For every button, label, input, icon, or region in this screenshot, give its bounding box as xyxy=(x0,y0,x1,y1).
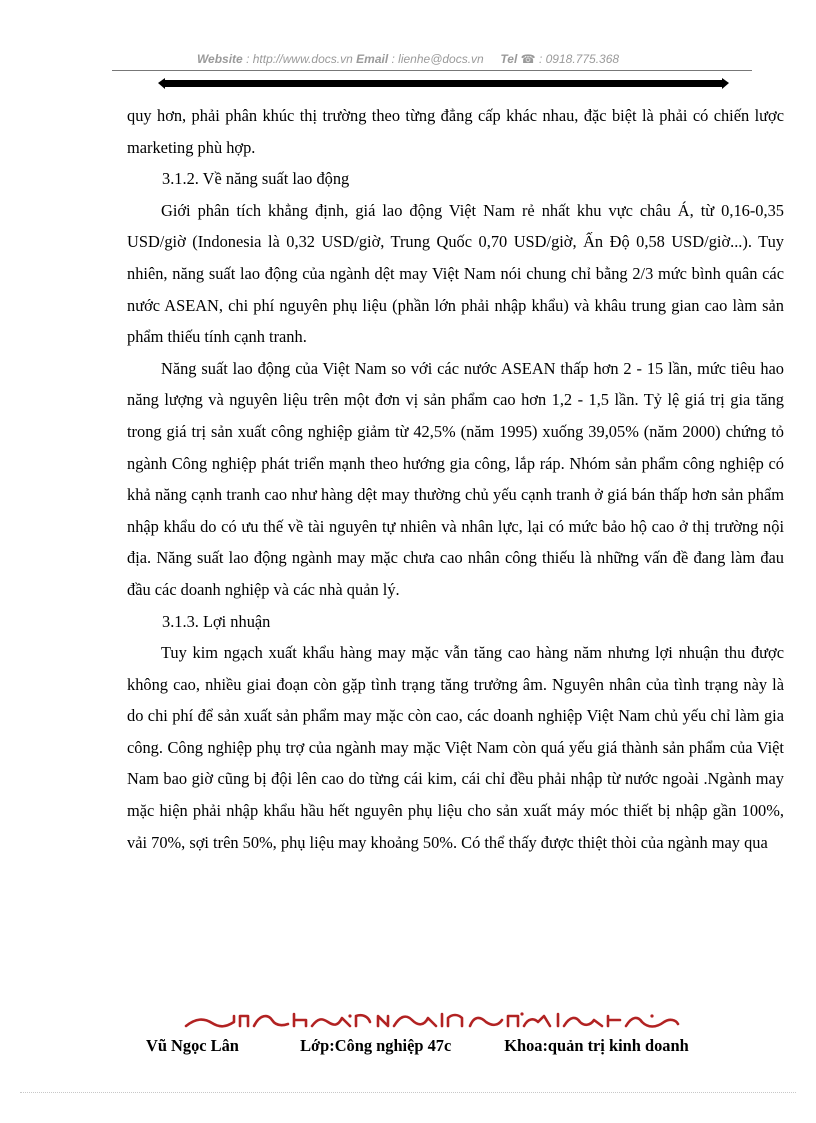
body-paragraph: Giới phân tích khẳng định, giá lao động Việt Nam rẻ nhất khu vực châu Á, từ 0,16-0,35 USD/giờ (Indonesia là 0,32 USD/giờ, Trung Quốc 0,70 USD/giờ, Ấn Độ 0,58 USD/giờ...). Tuy nhiên, năng suất lao động của ngành dệt may Việt Nam nói chung chỉ bằng 2/3 mức bình quân các nước ASEAN, chi phí nguyên phụ liệu (phần lớn phải nhập khẩu) và khâu trung gian cao làm sản phẩm thiếu tính cạnh tranh. xyxy=(127,200,784,347)
author-name: Vũ Ngọc Lân xyxy=(146,1036,239,1055)
page-footer xyxy=(146,1036,786,1056)
tel-value: : 0918.775.368 xyxy=(538,52,620,66)
faculty-label: Khoa:quản trị kinh doanh xyxy=(504,1036,689,1055)
class-label: Lớp:Công nghiệp 47c xyxy=(300,1036,452,1055)
phone-icon: ☎ xyxy=(520,52,536,66)
email-value[interactable]: : lienhe@docs.vn xyxy=(391,52,484,66)
body-paragraph: Tuy kim ngạch xuất khẩu hàng may mặc vẫn tăng cao hàng năm nhưng lợi nhuận thu được không cao, nhiều giai đoạn còn gặp tình trạng tăng trưởng âm. Nguyên nhân của tình trạng này là do chi phí để sản xuất sản phẩm may mặc còn cao, các doanh nghiệp Việt Nam chủ yếu chỉ làm gia công. Công nghiệp phụ trợ của ngành may mặc Việt Nam còn quá yếu giá thành sản phẩm của Việt Nam bao giờ cũng bị đội lên cao do từng cái kim, cái chỉ đều phải nhập từ nước ngoài .Ngành may mặc hiện phải nhập khẩu hầu hết nguyên phụ liệu cho sản xuất máy móc thiết bị nhập gần 100%, vải 70%, sợi trên 50%, phụ liệu may khoảng 50%. Có thể thấy được thiệt thòi của ngành may qua xyxy=(127,643,784,852)
website-label: Website xyxy=(196,52,243,66)
tel-label: Tel xyxy=(500,52,518,66)
email-label: Email xyxy=(356,52,389,66)
document-body xyxy=(127,100,784,858)
body-paragraph: Năng suất lao động của Việt Nam so với các nước ASEAN thấp hơn 2 - 15 lần, mức tiêu hao năng lượng và nguyên liệu trên một đơn vị sản phẩm cao hơn 1,2 - 1,5 lần. Tỷ lệ giá trị gia tăng trong giá trị sản xuất công nghiệp giảm từ 42,5% (năm 1995) xuống 39,05% (năm 2000) chứng tỏ ngành Công nghiệp phát triển mạnh theo hướng gia công, lắp ráp. Nhóm sản phẩm công nghiệp có khả năng cạnh tranh cao như hàng dệt may thường chủ yếu cạnh tranh ở giá bán thấp hơn sản phẩm nhập khẩu do có ưu thế về tài nguyên tự nhiên và nhân lực, lại có mức bảo hộ cao ở thị trường nội địa. Năng suất lao động ngành may mặc chưa cao nhân công thiếu là những vấn đề đang làm đau đầu các doanh nghiệp và các nhà quản lý. xyxy=(127,358,784,599)
decorative-border-ornament xyxy=(182,1010,682,1034)
website-value[interactable]: : http://www.docs.vn xyxy=(246,52,353,66)
header-divider xyxy=(112,70,752,71)
section-heading-3-1-3: 3.1.3. Lợi nhuận xyxy=(162,611,271,631)
body-paragraph: quy hơn, phải phân khúc thị trường theo từng đẳng cấp khác nhau, đặc biệt là phải có chiến lược marketing phù hợp. xyxy=(127,106,784,157)
page-header xyxy=(0,52,816,66)
section-heading-3-1-2: 3.1.2. Về năng suất lao động xyxy=(162,169,350,189)
page-bottom-edge xyxy=(20,1092,796,1093)
header-rule-bar xyxy=(165,80,722,87)
